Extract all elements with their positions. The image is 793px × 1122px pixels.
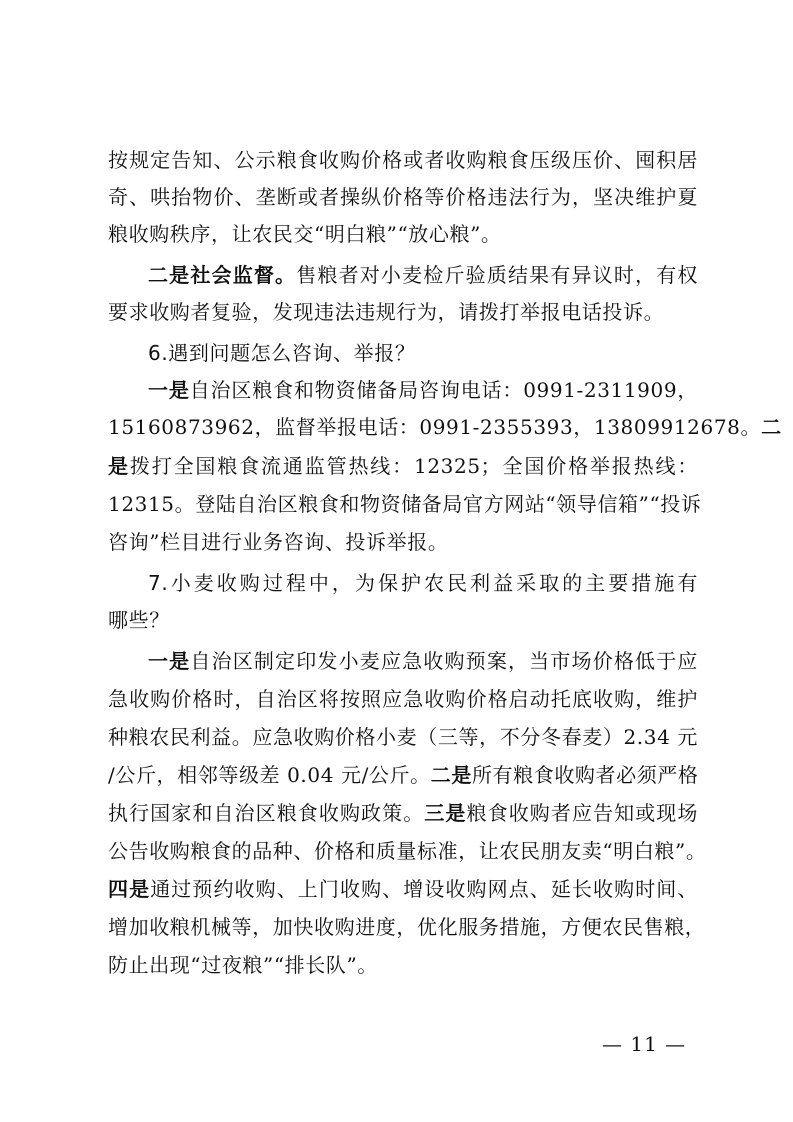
bold-lead: 是: [108, 454, 130, 478]
paragraph-line: 二是社会监督。售粮者对小麦检斤验质结果有异议时，有权: [148, 263, 698, 287]
paragraph-line: 增加收粮机械等，加快收购进度，优化服务措施，方便农民售粮，: [108, 915, 706, 939]
paragraph-line: 按规定告知、公示粮食收购价格或者收购粮食压级压价、囤积居: [108, 148, 698, 172]
paragraph-line: 粮收购秩序，让农民交“明白粮”“放心粮”。: [108, 222, 502, 246]
bold-lead: 一是: [148, 378, 190, 402]
section-heading: 7.小麦收购过程中，为保护农民利益采取的主要措施有: [148, 571, 698, 595]
bold-lead: 四是: [108, 877, 151, 901]
bold-lead: 二是社会监督。: [148, 263, 297, 287]
bold-lead: 二是: [430, 763, 472, 787]
paragraph-line: /公斤，相邻等级差 0.04 元/公斤。二是所有粮食收购者必须严格: [108, 763, 699, 787]
paragraph-line: 是拨打全国粮食流通监管热线：12325；全国价格举报热线：: [108, 454, 698, 478]
paragraph-line: 防止出现“过夜粮”“排长队”。: [108, 953, 378, 977]
paragraph-line: 急收购价格时，自治区将按照应急收购价格启动托底收购，维护: [108, 687, 698, 711]
section-heading: 哪些？: [108, 608, 170, 632]
paragraph-line: 15160873962，监督举报电话：0991-2355393，13809912678。二: [108, 415, 782, 439]
bold-lead: 一是: [148, 649, 191, 673]
paragraph-line: 一是自治区粮食和物资储备局咨询电话：0991-2311909，: [148, 378, 698, 402]
paragraph-line: 咨询”栏目进行业务咨询、投诉举报。: [108, 530, 449, 554]
bold-lead: 三是: [424, 801, 467, 825]
page-number: — 11 —: [602, 1032, 687, 1056]
section-heading: 6.遇到问题怎么咨询、举报？: [148, 341, 416, 365]
paragraph-line: 一是自治区制定印发小麦应急收购预案，当市场价格低于应: [148, 649, 698, 673]
paragraph-line: 要求收购者复验，发现违法违规行为，请拨打举报电话投诉。: [108, 300, 665, 324]
paragraph-line: 种粮农民利益。应急收购价格小麦（三等，不分冬春麦）2.34 元: [108, 725, 698, 749]
bold-lead: 二: [761, 415, 782, 439]
paragraph-line: 执行国家和自治区粮食收购政策。三是粮食收购者应告知或现场: [108, 801, 698, 825]
paragraph-line: 12315。登陆自治区粮食和物资储备局官方网站“领导信箱”“投诉: [108, 492, 702, 516]
paragraph-line: 四是通过预约收购、上门收购、增设收购网点、延长收购时间、: [108, 877, 698, 901]
paragraph-line: 公告收购粮食的品种、价格和质量标准，让农民朋友卖“明白粮”。: [108, 839, 707, 863]
paragraph-line: 奇、哄抬物价、垄断或者操纵价格等价格违法行为，坚决维护夏: [108, 185, 698, 209]
